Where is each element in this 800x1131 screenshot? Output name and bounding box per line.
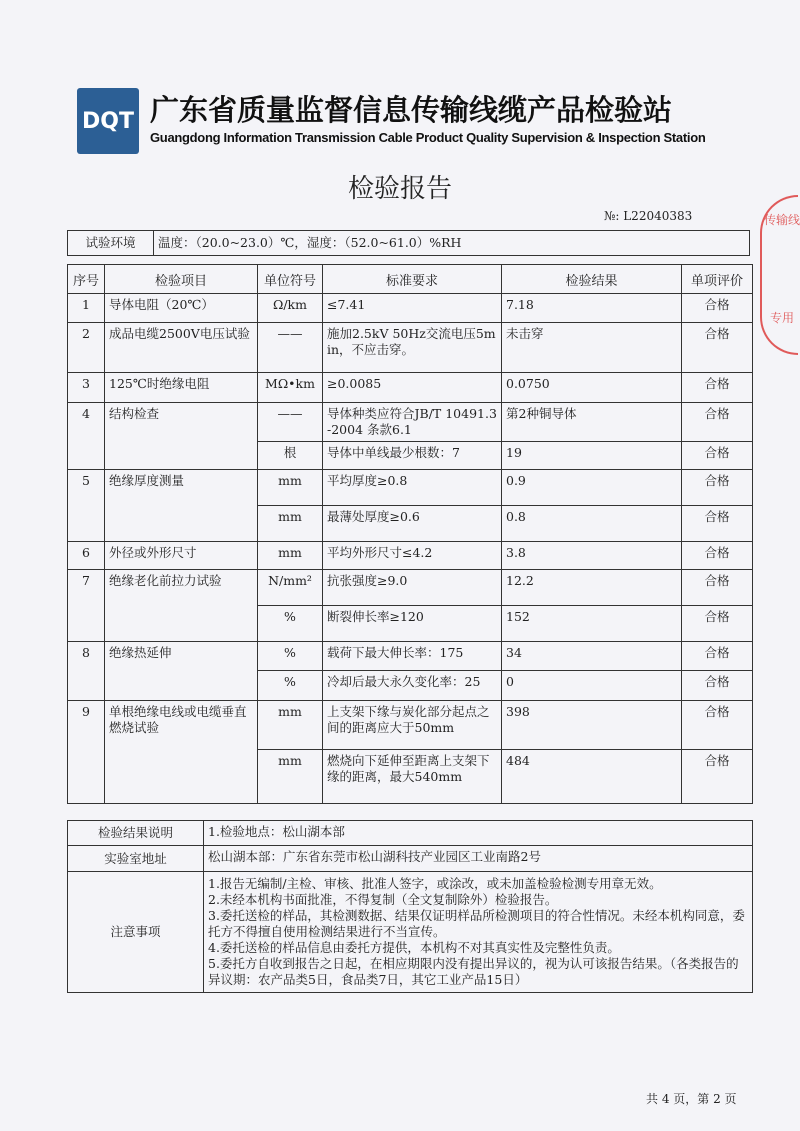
row-number: 3 <box>68 373 105 403</box>
environment-table <box>67 230 750 256</box>
requirement: 载荷下最大伸长率：175 <box>323 642 502 671</box>
result: 0 <box>502 671 682 701</box>
table-row <box>68 323 753 373</box>
unit: % <box>258 642 323 671</box>
test-item: 单根绝缘电线或电缆垂直燃烧试验 <box>105 701 258 804</box>
unit: —— <box>258 323 323 373</box>
evaluation: 合格 <box>682 373 753 403</box>
table-row <box>68 373 753 403</box>
info-label: 注意事项 <box>68 872 204 993</box>
note-line: 3.委托送检的样品，其检测数据、结果仅证明样品所检测项目的符合性情况。未经本机构同意，委托方不得擅自使用检测结果进行不当宣传。 <box>208 908 745 939</box>
test-item: 绝缘热延伸 <box>105 642 258 701</box>
requirement: 施加2.5kV 50Hz交流电压5min，不应击穿。 <box>323 323 502 373</box>
unit: 根 <box>258 442 323 470</box>
row-number: 8 <box>68 642 105 701</box>
test-item: 绝缘厚度测量 <box>105 470 258 542</box>
evaluation: 合格 <box>682 470 753 506</box>
requirement: 冷却后最大永久变化率：25 <box>323 671 502 701</box>
requirement: 平均外形尺寸≤4.2 <box>323 542 502 570</box>
info-value: 1.检验地点：松山湖本部 <box>204 821 753 846</box>
stamp-text-top: 传输线 <box>764 213 800 227</box>
test-item: 成品电缆2500V电压试验 <box>105 323 258 373</box>
test-item: 125℃时绝缘电阻 <box>105 373 258 403</box>
result: 484 <box>502 750 682 804</box>
info-value: 松山湖本部：广东省东莞市松山湖科技产业园区工业南路2号 <box>204 846 753 872</box>
report-title: 检验报告 <box>347 174 452 204</box>
unit: mm <box>258 750 323 804</box>
dqt-logo: DQT <box>77 88 139 154</box>
table-row <box>68 542 753 570</box>
note-line: 5.委托方自收到报告之日起，在相应期限内没有提出异议的，视为认可该报告结果。（各类报告的异议期：农产品类5日，食品类7日，其它工业产品15日） <box>208 956 739 987</box>
column-header: 序号 <box>68 265 105 294</box>
page-number: 共 4 页，第 2 页 <box>646 1092 737 1106</box>
requirement: ≤7.41 <box>323 294 502 323</box>
requirement: 燃烧向下延伸至距离上支架下缘的距离，最大540mm <box>323 750 502 804</box>
evaluation: 合格 <box>682 294 753 323</box>
column-header: 检验项目 <box>105 265 258 294</box>
unit: mm <box>258 506 323 542</box>
result: 0.0750 <box>502 373 682 403</box>
report-number: №: L22040383 <box>604 209 693 223</box>
red-stamp <box>760 195 798 355</box>
unit: —— <box>258 403 323 442</box>
result: 12.2 <box>502 570 682 606</box>
requirement: 平均厚度≥0.8 <box>323 470 502 506</box>
result: 34 <box>502 642 682 671</box>
requirement: 导体种类应符合JB/T 10491.3-2004 条款6.1 <box>323 403 502 442</box>
table-row <box>68 294 753 323</box>
result: 152 <box>502 606 682 642</box>
org-title-en: Guangdong Information Transmission Cable Product Quality Supervision & Inspection Station <box>150 130 706 145</box>
row-number: 9 <box>68 701 105 804</box>
row-number: 5 <box>68 470 105 542</box>
result: 3.8 <box>502 542 682 570</box>
report-body <box>67 264 753 993</box>
row-number: 7 <box>68 570 105 642</box>
evaluation: 合格 <box>682 442 753 470</box>
notes <box>204 872 753 993</box>
test-item: 绝缘老化前拉力试验 <box>105 570 258 642</box>
table-row <box>68 470 753 506</box>
result: 19 <box>502 442 682 470</box>
unit: mm <box>258 701 323 750</box>
row-number: 1 <box>68 294 105 323</box>
test-item: 导体电阻（20℃） <box>105 294 258 323</box>
column-header: 标准要求 <box>323 265 502 294</box>
requirement: 最薄处厚度≥0.6 <box>323 506 502 542</box>
column-header: 单位符号 <box>258 265 323 294</box>
column-header: 单项评价 <box>682 265 753 294</box>
table-row <box>68 403 753 442</box>
evaluation: 合格 <box>682 506 753 542</box>
evaluation: 合格 <box>682 701 753 750</box>
environment-value: 温度：（20.0~23.0）℃，湿度：（52.0~61.0）%RH <box>154 231 750 256</box>
row-number: 4 <box>68 403 105 470</box>
unit: N/mm² <box>258 570 323 606</box>
unit: MΩ•km <box>258 373 323 403</box>
table-row <box>68 642 753 671</box>
test-item: 外径或外形尺寸 <box>105 542 258 570</box>
info-table <box>67 820 753 993</box>
table-row <box>68 570 753 606</box>
result: 0.9 <box>502 470 682 506</box>
unit: mm <box>258 542 323 570</box>
environment-label: 试验环境 <box>68 231 154 256</box>
result: 第2种铜导体 <box>502 403 682 442</box>
requirement: ≥0.0085 <box>323 373 502 403</box>
result: 0.8 <box>502 506 682 542</box>
column-header: 检验结果 <box>502 265 682 294</box>
evaluation: 合格 <box>682 606 753 642</box>
header-row <box>68 265 753 294</box>
table-row <box>68 701 753 750</box>
unit: % <box>258 671 323 701</box>
result: 未击穿 <box>502 323 682 373</box>
evaluation: 合格 <box>682 542 753 570</box>
info-label: 实验室地址 <box>68 846 204 872</box>
org-title-cn: 广东省质量监督信息传输线缆产品检验站 <box>150 93 673 127</box>
evaluation: 合格 <box>682 570 753 606</box>
note-line: 2.未经本机构书面批准，不得复制（全文复制除外）检验报告。 <box>208 892 558 907</box>
result: 398 <box>502 701 682 750</box>
requirement: 导体中单线最少根数：7 <box>323 442 502 470</box>
requirement: 上支架下缘与炭化部分起点之间的距离应大于50mm <box>323 701 502 750</box>
evaluation: 合格 <box>682 671 753 701</box>
info-label: 检验结果说明 <box>68 821 204 846</box>
stamp-text-bottom: 专用 <box>770 311 795 325</box>
evaluation: 合格 <box>682 323 753 373</box>
evaluation: 合格 <box>682 750 753 804</box>
evaluation: 合格 <box>682 642 753 671</box>
evaluation: 合格 <box>682 403 753 442</box>
row-number: 6 <box>68 542 105 570</box>
unit: % <box>258 606 323 642</box>
test-item: 结构检查 <box>105 403 258 470</box>
unit: Ω/km <box>258 294 323 323</box>
row-number: 2 <box>68 323 105 373</box>
results-table <box>67 264 753 804</box>
result: 7.18 <box>502 294 682 323</box>
note-line: 1.报告无编制/主检、审核、批准人签字，或涂改，或未加盖检验检测专用章无效。 <box>208 876 662 891</box>
unit: mm <box>258 470 323 506</box>
note-line: 4.委托送检的样品信息由委托方提供，本机构不对其真实性及完整性负责。 <box>208 940 620 955</box>
requirement: 抗张强度≥9.0 <box>323 570 502 606</box>
requirement: 断裂伸长率≥120 <box>323 606 502 642</box>
